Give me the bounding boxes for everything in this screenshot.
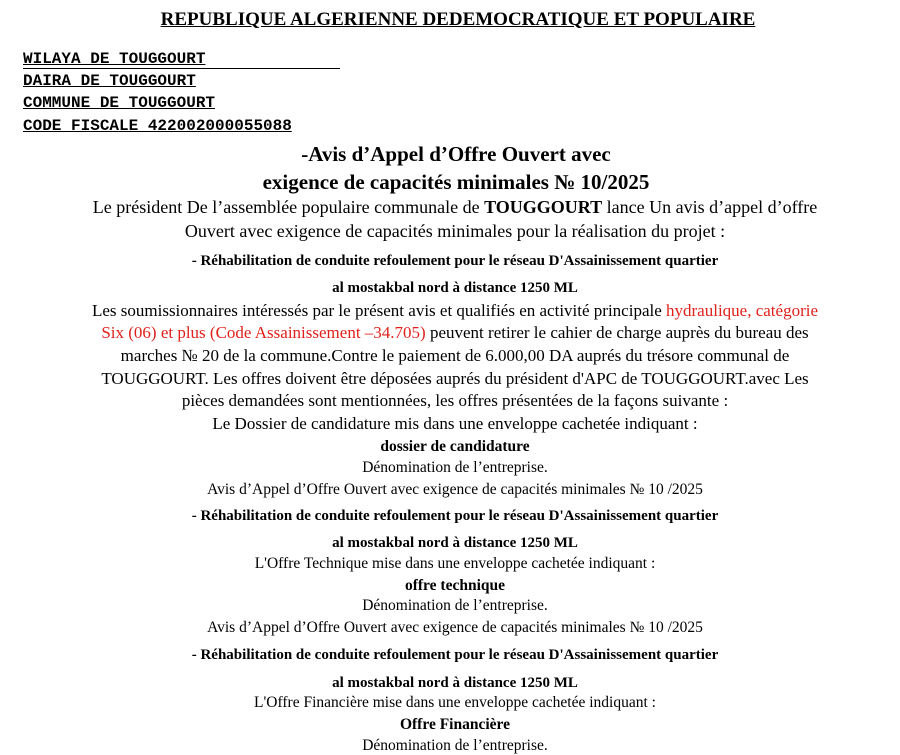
financiere-denomination: Dénomination de l’entreprise. bbox=[362, 737, 548, 754]
candidature-project2: al mostakbal nord à distance 1250 ML bbox=[332, 535, 578, 551]
wilaya-line: WILAYA DE TOUGGOURT bbox=[23, 50, 206, 68]
conditions-line5: pièces demandées sont mentionnées, les offres présentées de la façons suivante : bbox=[181, 391, 729, 410]
conditions-line4: TOUGGOURT. Les offres doivent être déposées auprés du président d'APC de TOUGGOURT.avec Les bbox=[101, 369, 809, 388]
intro-line2: Ouvert avec exigence de capacités minimales pour la réalisation du projet : bbox=[184, 221, 726, 241]
conditions-line1: Les soumissionnaires intéressés par le présent avis et qualifiés en activité principale hydraulique, catégorie bbox=[91, 301, 819, 320]
technique-project2: al mostakbal nord à distance 1250 ML bbox=[332, 675, 578, 691]
technique-denomination: Dénomination de l’entreprise. bbox=[362, 597, 548, 614]
technique-project1: - Réhabilitation de conduite refoulement pour le réseau D'Assainissement quartier bbox=[191, 647, 719, 663]
commune-line: COMMUNE DE TOUGGOURT bbox=[23, 94, 216, 112]
notice-title-line2: exigence de capacités minimales № 10/2025 bbox=[262, 170, 650, 194]
header-underline bbox=[23, 68, 340, 69]
notice-title-line1: -Avis d’Appel d’Offre Ouvert avec bbox=[301, 142, 611, 166]
code-fiscale-line: CODE FISCALE 422002000055088 bbox=[23, 117, 292, 135]
candidature-denomination: Dénomination de l’entreprise. bbox=[362, 459, 548, 476]
daira-line: DAIRA DE TOUGGOURT bbox=[23, 72, 196, 90]
technique-avis: Avis d’Appel d’Offre Ouvert avec exigence de capacités minimales № 10 /2025 bbox=[207, 619, 703, 636]
project-line1: - Réhabilitation de conduite refoulement pour le réseau D'Assainissement quartier bbox=[191, 253, 719, 269]
candidature-intro: Le Dossier de candidature mis dans une enveloppe cachetée indiquant : bbox=[212, 414, 698, 433]
candidature-label: dossier de candidature bbox=[380, 438, 530, 455]
financiere-intro: L'Offre Financière mise dans une enveloppe cachetée indiquant : bbox=[254, 694, 656, 711]
candidature-avis: Avis d’Appel d’Offre Ouvert avec exigence de capacités minimales № 10 /2025 bbox=[207, 481, 703, 498]
candidature-project1: - Réhabilitation de conduite refoulement pour le réseau D'Assainissement quartier bbox=[191, 508, 719, 524]
conditions-line2: Six (06) et plus (Code Assainissement –34.705) peuvent retirer le cahier de charge auprès du bureau des bbox=[101, 323, 809, 342]
republic-heading: REPUBLIQUE ALGERIENNE DEDEMOCRATIQUE ET POPULAIRE bbox=[160, 9, 756, 30]
technique-intro: L'Offre Technique mise dans une enveloppe cachetée indiquant : bbox=[254, 555, 656, 572]
financiere-label: Offre Financière bbox=[399, 716, 511, 733]
intro-line1: Le président De l’assemblée populaire communale de TOUGGOURT lance Un avis d’appel d’offre bbox=[92, 197, 818, 217]
project-line2: al mostakbal nord à distance 1250 ML bbox=[332, 280, 578, 296]
technique-label: offre technique bbox=[404, 577, 506, 594]
conditions-line3: marches № 20 de la commune.Contre le paiement de 6.000,00 DA auprés du trésore communal de bbox=[120, 346, 790, 365]
